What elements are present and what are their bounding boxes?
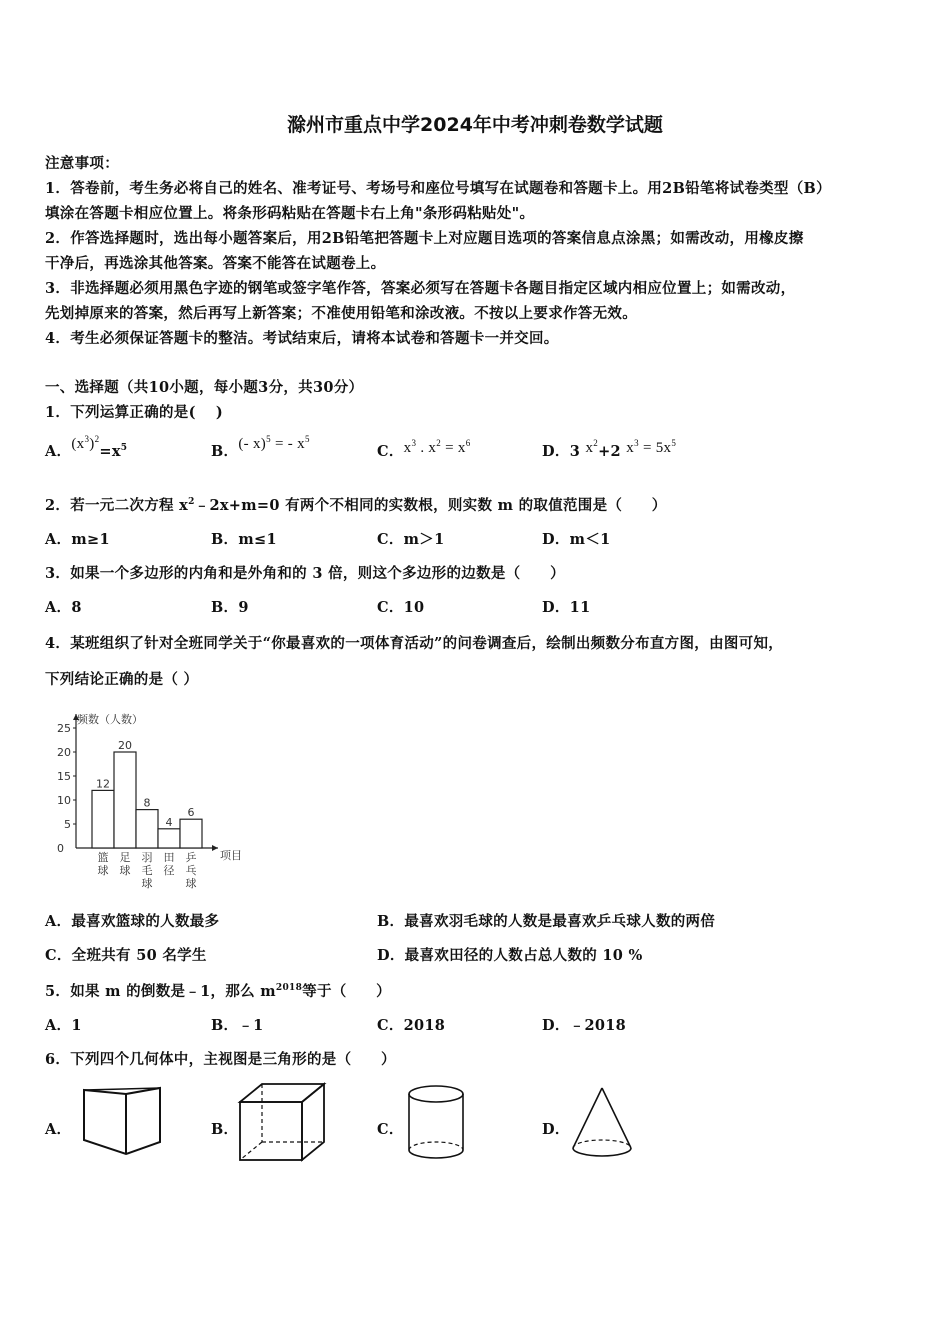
q2-option-b: B．m≤1 xyxy=(211,531,277,548)
notice-line: 4．考生必须保证答题卡的整洁。考试结束后，请将本试卷和答题卡一并交回。 xyxy=(45,330,559,347)
q3-option-d: D．11 xyxy=(542,599,591,616)
y-tick-label: 15 xyxy=(57,770,71,783)
q5-option-a: A．1 xyxy=(45,1017,82,1034)
bar-value-label: 6 xyxy=(187,806,195,820)
question-4-stem: 4．某班组织了针对全班同学关于“你最喜欢的一项体育活动”的问卷调查后，绘制出频数分布直方图，由图可知， xyxy=(45,635,784,652)
category-label: 球 xyxy=(119,864,131,877)
bar-value-label: 4 xyxy=(165,815,173,829)
q4-option-a: A．最喜欢篮球的人数最多 xyxy=(45,913,220,930)
notice-line: 填涂在答题卡相应位置上。将条形码粘贴在答题卡右上角"条形码粘贴处"。 xyxy=(45,205,535,222)
bar-value-label: 20 xyxy=(118,739,132,752)
cylinder-figure xyxy=(404,1082,470,1164)
q5-option-c: C．2018 xyxy=(377,1017,446,1034)
cube-figure xyxy=(236,1080,336,1164)
q6-option-a-label: A． xyxy=(45,1121,72,1138)
category-label: 毛 xyxy=(141,864,153,877)
category-label: 球 xyxy=(141,877,153,890)
y-tick-label: 10 xyxy=(57,794,71,807)
q3-option-b: B．9 xyxy=(211,599,249,616)
q4-option-b: B．最喜欢羽毛球的人数是最喜欢乒乓球人数的两倍 xyxy=(377,913,716,930)
section-heading: 一、选择题（共10小题，每小题3分，共30分） xyxy=(45,379,364,396)
category-label: 田 xyxy=(163,851,175,864)
y-tick-label: 20 xyxy=(57,746,71,759)
question-4-stem-cont: 下列结论正确的是（ ） xyxy=(45,671,199,688)
notice-line: 干净后，再选涂其他答案。答案不能答在试题卷上。 xyxy=(45,255,386,272)
category-label: 球 xyxy=(185,877,197,890)
q1-option-c: C．$x^3$ . $x^2 = x^6$ xyxy=(377,438,471,460)
category-label: 径 xyxy=(163,864,175,877)
y-tick-label: 0 xyxy=(57,842,64,855)
histogram-bar xyxy=(92,790,114,848)
category-label: 乓 xyxy=(185,864,197,877)
cone-figure xyxy=(566,1082,636,1164)
notice-line: 2．作答选择题时，选出每小题答案后，用2B铅笔把答题卡上对应题目选项的答案信息点涂黑；如需改动，用橡皮擦 xyxy=(45,230,804,247)
q1-option-d: D．3 $x^2+2$ $x^3 = 5x^5$ xyxy=(542,438,677,460)
notice-line: 1．答卷前，考生务必将自己的姓名、准考证号、考场号和座位号填写在试题卷和答题卡上。用2B铅笔将试卷类型（B） xyxy=(45,180,831,197)
triangular-prism-figure xyxy=(76,1082,166,1162)
histogram-chart xyxy=(40,700,260,900)
notice-heading: 注意事项： xyxy=(45,155,119,172)
q4-option-c: C．全班共有 50 名学生 xyxy=(45,947,207,964)
question-1-stem: 1．下列运算正确的是( ) xyxy=(45,404,224,421)
category-label: 篮 xyxy=(97,851,109,864)
category-label: 羽 xyxy=(141,851,153,864)
x-axis-arrow xyxy=(212,845,218,851)
q1-option-a: A．$(x^3)^2=x^5$ xyxy=(45,434,128,460)
histogram-bar xyxy=(136,810,158,848)
y-tick-label: 25 xyxy=(57,722,71,735)
q2-option-c: C．m＞1 xyxy=(377,531,445,548)
question-2-stem: 2．若一元二次方程 $x^2﹣2x+m=0$ 有两个不相同的实数根，则实数 m 的取值范围是（ ） xyxy=(45,497,667,514)
page-title: 滁州市重点中学2024年中考冲刺卷数学试题 xyxy=(287,114,663,136)
q2-option-a: A．m≥1 xyxy=(45,531,110,548)
q5-option-d: D．﹣2018 xyxy=(542,1017,627,1034)
histogram-bar xyxy=(180,819,202,848)
q5-option-b: B．﹣1 xyxy=(211,1017,264,1034)
q4-option-d: D．最喜欢田径的人数占总人数的 10 % xyxy=(377,947,643,964)
bar-value-label: 8 xyxy=(143,796,151,810)
q2-option-d: D．m＜1 xyxy=(542,531,611,548)
q6-option-b-label: B． xyxy=(211,1121,239,1138)
bar-value-label: 12 xyxy=(96,777,110,791)
x-axis-label: 项目 xyxy=(220,849,242,862)
y-tick-label: 5 xyxy=(64,818,71,831)
notice-line: 3．非选择题必须用黑色字迹的钢笔或签字笔作答，答案必须写在答题卡各题目指定区域内相应位置上；如需改动， xyxy=(45,280,796,297)
q3-option-a: A．8 xyxy=(45,599,82,616)
q6-option-c-label: C． xyxy=(377,1121,404,1138)
notice-line: 先划掉原来的答案，然后再写上新答案；不准使用铅笔和涂改液。不按以上要求作答无效。 xyxy=(45,305,637,322)
category-label: 球 xyxy=(97,864,109,877)
q1-option-b: B．(- x)$^5$ = - $x^5$ xyxy=(211,434,310,460)
category-label: 足 xyxy=(119,851,131,864)
question-3-stem: 3．如果一个多边形的内角和是外角和的 3 倍，则这个多边形的边数是（ ） xyxy=(45,565,565,582)
question-5-stem: 5．如果 m 的倒数是﹣1，那么 $m^{2018}$等于（ ） xyxy=(45,983,391,1000)
histogram-bar xyxy=(114,752,136,848)
q3-option-c: C．10 xyxy=(377,599,425,616)
category-label: 乒 xyxy=(185,851,197,864)
histogram-bar xyxy=(158,829,180,848)
question-6-stem: 6．下列四个几何体中，主视图是三角形的是（ ） xyxy=(45,1051,396,1068)
y-axis-label: 频数（人数） xyxy=(77,713,143,726)
q6-option-d-label: D． xyxy=(542,1121,570,1138)
